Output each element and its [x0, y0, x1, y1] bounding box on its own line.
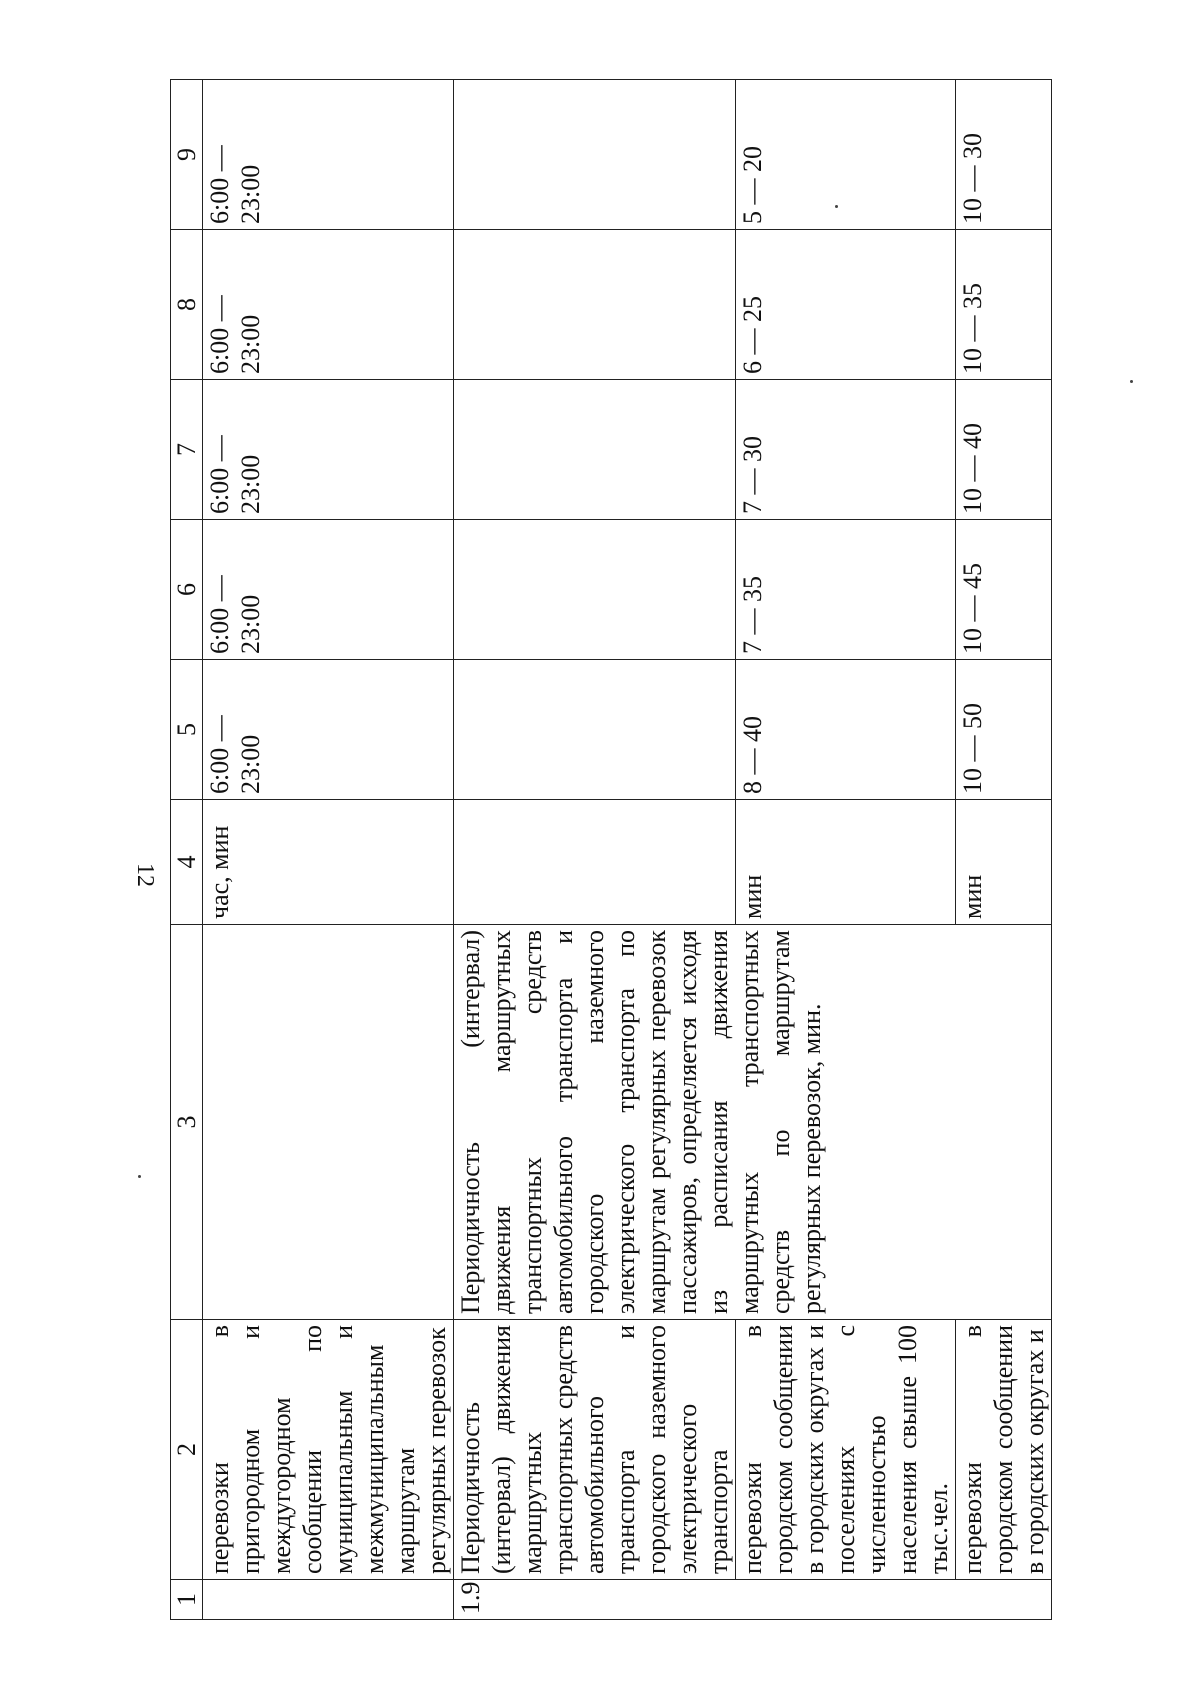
value-cell — [454, 380, 736, 520]
value-cell: 6:00 — 23:00 — [203, 80, 454, 230]
scan-speck — [835, 205, 838, 208]
value-cell: 10 — 50 — [956, 660, 1052, 800]
value-cell — [454, 660, 736, 800]
value-cell: 6:00 — 23:00 — [203, 520, 454, 660]
indicator-cell: Периодичность (интервал) движения маршрутных транспортных средств автомобильного транспорта и городского наземного электрического транспорта — [454, 1320, 736, 1580]
unit-cell — [454, 800, 736, 925]
value-cell: 10 — 40 — [956, 380, 1052, 520]
indicator-cell: перевозки в городском сообщении в городских округах и поселениях с численностью населения свыше 100 тыс.чел. — [736, 1320, 956, 1580]
unit-cell: мин — [736, 800, 956, 925]
table-row — [736, 80, 956, 1620]
value-cell — [454, 80, 736, 230]
value-cell: 10 — 30 — [956, 80, 1052, 230]
indicator-cell: перевозки в пригородном и междугородном сообщении по муниципальным и межмуниципальным маршрутам регулярных перевозок — [203, 1320, 454, 1580]
table-row — [454, 80, 736, 1620]
value-cell: 8 — 40 — [736, 660, 956, 800]
page-number: 12 — [132, 863, 158, 887]
value-cell: 7 — 35 — [736, 520, 956, 660]
header-cell: 6 — [171, 520, 203, 660]
row-number-cell — [203, 1580, 454, 1620]
value-cell: 10 — 35 — [956, 230, 1052, 380]
table-row — [956, 80, 1052, 1620]
indicators-table — [170, 79, 1052, 1620]
header-cell: 9 — [171, 80, 203, 230]
value-cell: 6:00 — 23:00 — [203, 660, 454, 800]
unit-cell: мин — [956, 800, 1052, 925]
value-cell: 5 — 20 — [736, 80, 956, 230]
description-cell: Периодичность (интервал) движения маршрутных транспортных средств автомобильного транспорта и городского наземного электрического транспорта по маршрутам регулярных перевозок пассажиров, определяется исходя из расписания движения маршрутных транспортных средств по маршрутам регулярных перевозок, мин. — [454, 925, 1052, 1320]
value-cell: 10 — 45 — [956, 520, 1052, 660]
rotated-table-container — [170, 80, 1070, 1620]
description-cell — [203, 925, 454, 1320]
value-cell — [454, 230, 736, 380]
header-cell: 4 — [171, 800, 203, 925]
unit-cell: час, мин — [203, 800, 454, 925]
scan-speck — [1130, 380, 1133, 383]
header-row — [171, 80, 203, 1620]
table-row — [203, 80, 454, 1620]
indicator-cell: перевозки в городском сообщении в городских округах и — [956, 1320, 1052, 1580]
value-cell: 6:00 — 23:00 — [203, 230, 454, 380]
scan-speck — [138, 1175, 141, 1178]
value-cell: 6 — 25 — [736, 230, 956, 380]
value-cell: 7 — 30 — [736, 380, 956, 520]
value-cell: 6:00 — 23:00 — [203, 380, 454, 520]
header-cell: 8 — [171, 230, 203, 380]
row-number-cell: 1.9 — [454, 1580, 1052, 1620]
header-cell: 2 — [171, 1320, 203, 1580]
header-cell: 1 — [171, 1580, 203, 1620]
header-cell: 5 — [171, 660, 203, 800]
header-cell: 7 — [171, 380, 203, 520]
value-cell — [454, 520, 736, 660]
header-cell: 3 — [171, 925, 203, 1320]
